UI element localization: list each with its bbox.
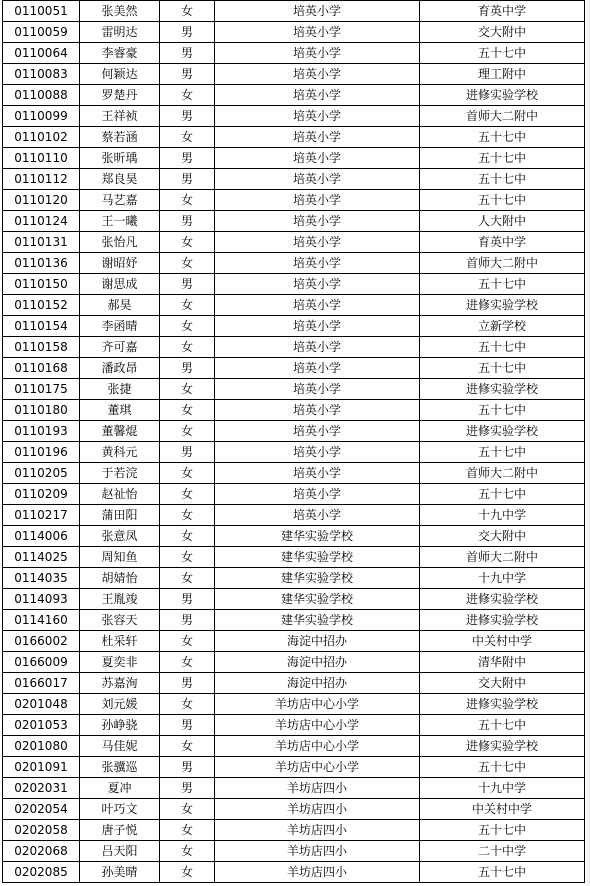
student-name-cell: 张容天 — [80, 610, 160, 631]
table-row — [3, 316, 585, 337]
gender-cell: 女 — [160, 421, 215, 442]
primary-school-cell: 培英小学 — [215, 484, 420, 505]
middle-school-cell: 进修实验学校 — [420, 379, 585, 400]
gender-cell: 女 — [160, 400, 215, 421]
table-row — [3, 337, 585, 358]
table-row — [3, 211, 585, 232]
student-id-cell: 0166002 — [3, 631, 80, 652]
middle-school-cell: 五十七中 — [420, 862, 585, 883]
middle-school-cell: 首师大二附中 — [420, 463, 585, 484]
student-name-cell: 胡婧怡 — [80, 568, 160, 589]
gender-cell: 男 — [160, 106, 215, 127]
page-edge — [586, 0, 590, 886]
table-row — [3, 400, 585, 421]
primary-school-cell: 培英小学 — [215, 295, 420, 316]
student-id-cell: 0110205 — [3, 463, 80, 484]
primary-school-cell: 培英小学 — [215, 148, 420, 169]
gender-cell: 男 — [160, 610, 215, 631]
student-name-cell: 谢思成 — [80, 274, 160, 295]
student-name-cell: 董馨焜 — [80, 421, 160, 442]
primary-school-cell: 羊坊店四小 — [215, 799, 420, 820]
table-row — [3, 190, 585, 211]
table-row — [3, 295, 585, 316]
middle-school-cell: 五十七中 — [420, 337, 585, 358]
primary-school-cell: 培英小学 — [215, 463, 420, 484]
middle-school-cell: 进修实验学校 — [420, 736, 585, 757]
student-name-cell: 吕天阳 — [80, 841, 160, 862]
student-name-cell: 马佳妮 — [80, 736, 160, 757]
student-name-cell: 何颖达 — [80, 64, 160, 85]
student-name-cell: 蒲田阳 — [80, 505, 160, 526]
gender-cell: 女 — [160, 379, 215, 400]
student-name-cell: 王祥祯 — [80, 106, 160, 127]
student-name-cell: 蔡若涵 — [80, 127, 160, 148]
student-name-cell: 张意凤 — [80, 526, 160, 547]
primary-school-cell: 羊坊店中心小学 — [215, 715, 420, 736]
student-id-cell: 0110102 — [3, 127, 80, 148]
table-row — [3, 463, 585, 484]
middle-school-cell: 十九中学 — [420, 505, 585, 526]
table-row — [3, 778, 585, 799]
primary-school-cell: 培英小学 — [215, 211, 420, 232]
gender-cell: 女 — [160, 505, 215, 526]
primary-school-cell: 培英小学 — [215, 337, 420, 358]
gender-cell: 女 — [160, 127, 215, 148]
student-id-cell: 0110193 — [3, 421, 80, 442]
student-name-cell: 董琪 — [80, 400, 160, 421]
table-row — [3, 274, 585, 295]
gender-cell: 女 — [160, 820, 215, 841]
primary-school-cell: 培英小学 — [215, 106, 420, 127]
middle-school-cell: 进修实验学校 — [420, 694, 585, 715]
middle-school-cell: 五十七中 — [420, 274, 585, 295]
middle-school-cell: 五十七中 — [420, 358, 585, 379]
student-name-cell: 叶巧文 — [80, 799, 160, 820]
table-row — [3, 421, 585, 442]
gender-cell: 女 — [160, 799, 215, 820]
primary-school-cell: 建华实验学校 — [215, 610, 420, 631]
middle-school-cell: 五十七中 — [420, 442, 585, 463]
student-id-cell: 0201091 — [3, 757, 80, 778]
gender-cell: 女 — [160, 190, 215, 211]
gender-cell: 男 — [160, 778, 215, 799]
table-row — [3, 253, 585, 274]
table-row — [3, 1, 585, 22]
middle-school-cell: 育英中学 — [420, 232, 585, 253]
middle-school-cell: 进修实验学校 — [420, 295, 585, 316]
student-name-cell: 张捷 — [80, 379, 160, 400]
student-id-cell: 0202031 — [3, 778, 80, 799]
primary-school-cell: 培英小学 — [215, 22, 420, 43]
middle-school-cell: 交大附中 — [420, 526, 585, 547]
student-name-cell: 郝昊 — [80, 295, 160, 316]
gender-cell: 男 — [160, 211, 215, 232]
gender-cell: 男 — [160, 22, 215, 43]
student-id-cell: 0202058 — [3, 820, 80, 841]
primary-school-cell: 羊坊店四小 — [215, 778, 420, 799]
primary-school-cell: 培英小学 — [215, 274, 420, 295]
primary-school-cell: 培英小学 — [215, 253, 420, 274]
primary-school-cell: 建华实验学校 — [215, 589, 420, 610]
table-row — [3, 694, 585, 715]
gender-cell: 女 — [160, 484, 215, 505]
table-row — [3, 43, 585, 64]
table-row — [3, 862, 585, 883]
student-id-cell: 0110180 — [3, 400, 80, 421]
middle-school-cell: 交大附中 — [420, 673, 585, 694]
student-id-cell: 0166017 — [3, 673, 80, 694]
student-id-cell: 0110088 — [3, 85, 80, 106]
table-row — [3, 148, 585, 169]
student-name-cell: 苏嘉洵 — [80, 673, 160, 694]
gender-cell: 女 — [160, 463, 215, 484]
student-name-cell: 于若浣 — [80, 463, 160, 484]
primary-school-cell: 培英小学 — [215, 169, 420, 190]
gender-cell: 女 — [160, 736, 215, 757]
primary-school-cell: 培英小学 — [215, 190, 420, 211]
student-name-cell: 刘元媛 — [80, 694, 160, 715]
table-row — [3, 736, 585, 757]
student-id-cell: 0110120 — [3, 190, 80, 211]
student-id-cell: 0114025 — [3, 547, 80, 568]
table-row — [3, 526, 585, 547]
student-id-cell: 0110150 — [3, 274, 80, 295]
student-name-cell: 张怡凡 — [80, 232, 160, 253]
student-id-cell: 0110112 — [3, 169, 80, 190]
gender-cell: 女 — [160, 337, 215, 358]
table-body — [3, 1, 585, 883]
student-name-cell: 李函晴 — [80, 316, 160, 337]
primary-school-cell: 建华实验学校 — [215, 547, 420, 568]
student-name-cell: 王一曦 — [80, 211, 160, 232]
gender-cell: 女 — [160, 1, 215, 22]
primary-school-cell: 羊坊店中心小学 — [215, 694, 420, 715]
student-id-cell: 0114160 — [3, 610, 80, 631]
student-name-cell: 齐可嘉 — [80, 337, 160, 358]
middle-school-cell: 五十七中 — [420, 127, 585, 148]
student-id-cell: 0110196 — [3, 442, 80, 463]
table-row — [3, 610, 585, 631]
primary-school-cell: 培英小学 — [215, 1, 420, 22]
student-id-cell: 0114035 — [3, 568, 80, 589]
middle-school-cell: 五十七中 — [420, 43, 585, 64]
student-name-cell: 张昕瑀 — [80, 148, 160, 169]
gender-cell: 女 — [160, 232, 215, 253]
student-name-cell: 马艺嘉 — [80, 190, 160, 211]
primary-school-cell: 培英小学 — [215, 43, 420, 64]
student-id-cell: 0201080 — [3, 736, 80, 757]
primary-school-cell: 海淀中招办 — [215, 673, 420, 694]
table-row — [3, 673, 585, 694]
student-id-cell: 0202054 — [3, 799, 80, 820]
student-id-cell: 0110110 — [3, 148, 80, 169]
middle-school-cell: 五十七中 — [420, 757, 585, 778]
student-id-cell: 0110217 — [3, 505, 80, 526]
primary-school-cell: 培英小学 — [215, 358, 420, 379]
student-name-cell: 孙峥骁 — [80, 715, 160, 736]
student-id-cell: 0166009 — [3, 652, 80, 673]
table-row — [3, 106, 585, 127]
middle-school-cell: 中关村中学 — [420, 799, 585, 820]
middle-school-cell: 五十七中 — [420, 715, 585, 736]
student-id-cell: 0110099 — [3, 106, 80, 127]
table-row — [3, 589, 585, 610]
table-row — [3, 232, 585, 253]
table-row — [3, 652, 585, 673]
table-row — [3, 379, 585, 400]
primary-school-cell: 培英小学 — [215, 442, 420, 463]
gender-cell: 男 — [160, 169, 215, 190]
gender-cell: 女 — [160, 862, 215, 883]
middle-school-cell: 五十七中 — [420, 400, 585, 421]
middle-school-cell: 清华附中 — [420, 652, 585, 673]
student-name-cell: 郑良昊 — [80, 169, 160, 190]
student-name-cell: 唐子悦 — [80, 820, 160, 841]
table-row — [3, 715, 585, 736]
student-id-cell: 0110051 — [3, 1, 80, 22]
student-name-cell: 李睿豪 — [80, 43, 160, 64]
gender-cell: 女 — [160, 841, 215, 862]
middle-school-cell: 二十中学 — [420, 841, 585, 862]
student-id-cell: 0201053 — [3, 715, 80, 736]
primary-school-cell: 培英小学 — [215, 316, 420, 337]
gender-cell: 女 — [160, 652, 215, 673]
student-id-cell: 0110154 — [3, 316, 80, 337]
student-id-cell: 0110152 — [3, 295, 80, 316]
primary-school-cell: 培英小学 — [215, 85, 420, 106]
student-name-cell: 罗楚丹 — [80, 85, 160, 106]
student-name-cell: 杜采轩 — [80, 631, 160, 652]
student-name-cell: 张骥巡 — [80, 757, 160, 778]
primary-school-cell: 培英小学 — [215, 127, 420, 148]
table-row — [3, 484, 585, 505]
primary-school-cell: 培英小学 — [215, 64, 420, 85]
student-id-cell: 0202085 — [3, 862, 80, 883]
gender-cell: 女 — [160, 547, 215, 568]
table-row — [3, 358, 585, 379]
middle-school-cell: 首师大二附中 — [420, 547, 585, 568]
primary-school-cell: 建华实验学校 — [215, 568, 420, 589]
table-row — [3, 505, 585, 526]
middle-school-cell: 交大附中 — [420, 22, 585, 43]
gender-cell: 男 — [160, 274, 215, 295]
middle-school-cell: 五十七中 — [420, 169, 585, 190]
gender-cell: 女 — [160, 694, 215, 715]
student-name-cell: 潘政昂 — [80, 358, 160, 379]
middle-school-cell: 人大附中 — [420, 211, 585, 232]
gender-cell: 女 — [160, 316, 215, 337]
student-name-cell: 周知鱼 — [80, 547, 160, 568]
student-name-cell: 夏奕非 — [80, 652, 160, 673]
student-id-cell: 0110059 — [3, 22, 80, 43]
table-row — [3, 85, 585, 106]
student-id-cell: 0201048 — [3, 694, 80, 715]
middle-school-cell: 首师大二附中 — [420, 106, 585, 127]
student-name-cell: 孙美晴 — [80, 862, 160, 883]
primary-school-cell: 羊坊店中心小学 — [215, 757, 420, 778]
table-row — [3, 547, 585, 568]
primary-school-cell: 建华实验学校 — [215, 526, 420, 547]
student-id-cell: 0110124 — [3, 211, 80, 232]
primary-school-cell: 培英小学 — [215, 505, 420, 526]
student-id-cell: 0110136 — [3, 253, 80, 274]
student-id-cell: 0110131 — [3, 232, 80, 253]
middle-school-cell: 进修实验学校 — [420, 421, 585, 442]
primary-school-cell: 羊坊店四小 — [215, 820, 420, 841]
gender-cell: 女 — [160, 295, 215, 316]
middle-school-cell: 立新学校 — [420, 316, 585, 337]
middle-school-cell: 理工附中 — [420, 64, 585, 85]
primary-school-cell: 培英小学 — [215, 400, 420, 421]
middle-school-cell: 进修实验学校 — [420, 85, 585, 106]
middle-school-cell: 进修实验学校 — [420, 589, 585, 610]
table-row — [3, 127, 585, 148]
middle-school-cell: 中关村中学 — [420, 631, 585, 652]
middle-school-cell: 五十七中 — [420, 820, 585, 841]
gender-cell: 男 — [160, 442, 215, 463]
primary-school-cell: 培英小学 — [215, 232, 420, 253]
student-name-cell: 谢昭妤 — [80, 253, 160, 274]
primary-school-cell: 羊坊店中心小学 — [215, 736, 420, 757]
gender-cell: 男 — [160, 589, 215, 610]
middle-school-cell: 十九中学 — [420, 778, 585, 799]
student-name-cell: 雷明达 — [80, 22, 160, 43]
gender-cell: 男 — [160, 673, 215, 694]
student-id-cell: 0110168 — [3, 358, 80, 379]
student-name-cell: 张美然 — [80, 1, 160, 22]
table-row — [3, 841, 585, 862]
student-id-cell: 0110175 — [3, 379, 80, 400]
gender-cell: 女 — [160, 526, 215, 547]
middle-school-cell: 十九中学 — [420, 568, 585, 589]
primary-school-cell: 羊坊店四小 — [215, 862, 420, 883]
middle-school-cell: 首师大二附中 — [420, 253, 585, 274]
gender-cell: 女 — [160, 568, 215, 589]
student-name-cell: 夏冲 — [80, 778, 160, 799]
primary-school-cell: 培英小学 — [215, 421, 420, 442]
student-name-cell: 赵祉怡 — [80, 484, 160, 505]
middle-school-cell: 进修实验学校 — [420, 610, 585, 631]
table-row — [3, 757, 585, 778]
table-row — [3, 631, 585, 652]
gender-cell: 男 — [160, 715, 215, 736]
middle-school-cell: 五十七中 — [420, 148, 585, 169]
gender-cell: 女 — [160, 631, 215, 652]
gender-cell: 男 — [160, 64, 215, 85]
table-row — [3, 799, 585, 820]
middle-school-cell: 育英中学 — [420, 1, 585, 22]
student-name-cell: 黄科元 — [80, 442, 160, 463]
student-id-cell: 0110083 — [3, 64, 80, 85]
student-id-cell: 0202068 — [3, 841, 80, 862]
gender-cell: 男 — [160, 358, 215, 379]
student-id-cell: 0110209 — [3, 484, 80, 505]
student-id-cell: 0114006 — [3, 526, 80, 547]
primary-school-cell: 羊坊店四小 — [215, 841, 420, 862]
gender-cell: 女 — [160, 253, 215, 274]
student-id-cell: 0110158 — [3, 337, 80, 358]
student-id-cell: 0114093 — [3, 589, 80, 610]
gender-cell: 女 — [160, 85, 215, 106]
student-id-cell: 0110064 — [3, 43, 80, 64]
table-row — [3, 169, 585, 190]
table-row — [3, 22, 585, 43]
middle-school-cell: 五十七中 — [420, 190, 585, 211]
primary-school-cell: 培英小学 — [215, 379, 420, 400]
gender-cell: 男 — [160, 148, 215, 169]
gender-cell: 男 — [160, 43, 215, 64]
gender-cell: 男 — [160, 757, 215, 778]
primary-school-cell: 海淀中招办 — [215, 652, 420, 673]
middle-school-cell: 五十七中 — [420, 484, 585, 505]
student-assignment-table — [2, 0, 585, 883]
table-row — [3, 442, 585, 463]
primary-school-cell: 海淀中招办 — [215, 631, 420, 652]
table-row — [3, 64, 585, 85]
table-row — [3, 820, 585, 841]
table-row — [3, 568, 585, 589]
student-name-cell: 王胤竣 — [80, 589, 160, 610]
